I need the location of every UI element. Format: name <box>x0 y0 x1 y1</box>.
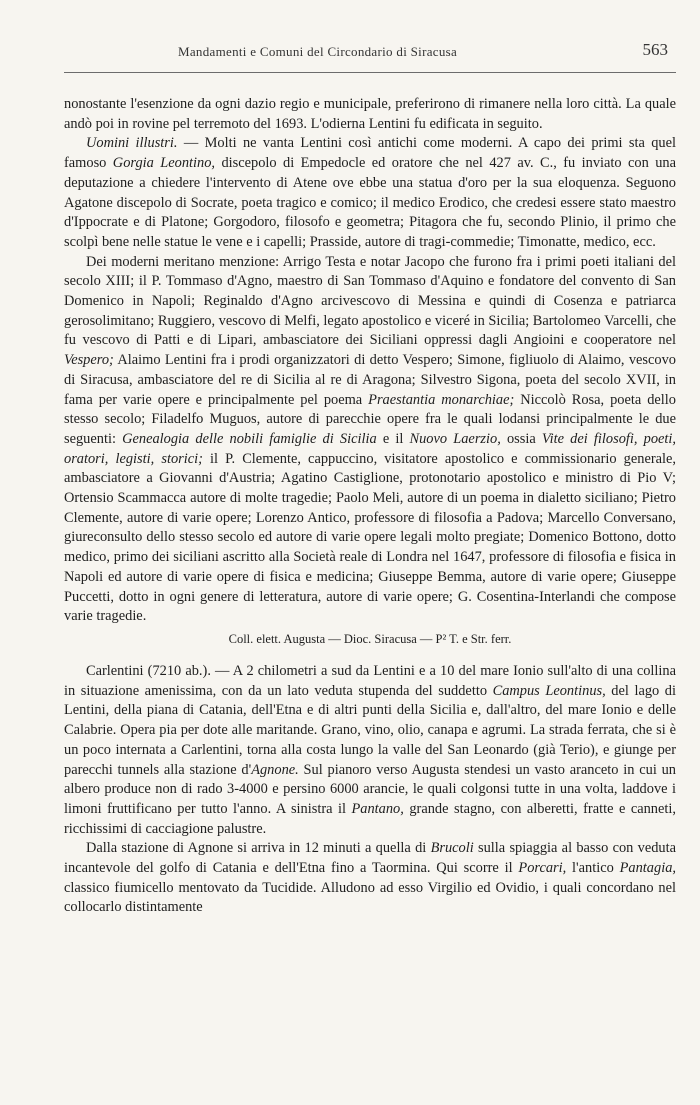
section-label: Uomini illustri. <box>86 135 178 152</box>
paragraph-continuation: nonostante l'esenzione da ogni dazio regio e municipale, preferirono di rimanere nella loro città. La quale andò poi in rovine pel terremoto del 1693. L'odierna Lentini fu edificata in seguito. <box>64 96 676 132</box>
page-body <box>64 95 676 918</box>
running-header <box>0 40 700 64</box>
paragraph-agnone-brucoli: Dalla stazione di Agnone si arriva in 12 minuti a quella di Brucoli sulla spiaggia al basso con veduta incantevole del golfo di Catania e dell'Etna fino a Taormina. Qui scorre il Porcari, l'antico Pantagia, classico fiumicello mentovato da Tucidide. Alludono ad esso Virgilio ed Ovidio, i quali concordano nel collocarlo distintamente <box>64 840 676 916</box>
paragraph-moderns: Dei moderni meritano menzione: Arrigo Testa e notar Jacopo che furono fra i primi poeti italiani del secolo XIII; il P. Tommaso d'Agno, maestro di San Tommaso d'Aquino e fondatore del convento di San Domenico in Napoli; Reginaldo d'Agno arcivescovo di Messina e quindi di Cosenza e patriarca gerosolimitano; Ruggiero, vescovo di Melfi, legato apostolico e viceré in Sicilia; Bartolomeo Varcelli, che fu vescovo di Patti e di Lipari, ambasciatore dei Siciliani oppressi dagli Angioini e cooperatore nel Vespero; Alaimo Lentini fra i prodi organizzatori di detto Vespero; Simone, figliuolo di Alaimo, vescovo di Siracusa, ambasciatore del re di Sicilia al re di Aragona; Silvestro Sigona, poeta del secolo XVII, in fama per varie opere e principalmente pel poema Praestantia monarchiae; Niccolò Rosa, poeta dello stesso secolo; Filadelfo Muguos, autore di parecchie opere fra le quali lodansi principalmente le due seguenti: Genealogia delle nobili famiglie di Sicilia e il Nuovo Laerzio, ossia Vite dei filosofi, poeti, oratori, legisti, storici; il P. Clemente, cappuccino, visitatore apostolico e commissionario generale, ambasciatore a Giovanni d'Austria; Agatino Castiglione, protonotario apostolico e ministro di Pio V; Ortensio Scammacca autore di molte tragedie; Paolo Meli, autore di un poema in dialetto siciliano; Pietro Clemente, autore di varie opere; Lorenzo Antico, professore di filosofia a Padova; Marcello Conversano, giureconsulto dello stesso secolo ed autore di varie opere legali molto pregiate; Domenico Bottono, dotto medico, primo dei siciliani ascritto alla Società reale di Londra nel 1647, professore di filosofia e fisica in Napoli ed autore di varie opere di fisica e medicina; Giuseppe Bemma, autore di varie opere; Giuseppe Puccetti, dotto in ogni genere di letteratura, autore di varie opere; G. Cosentina-Interlandi che compose varie tragedie. <box>64 253 677 625</box>
page-number: 563 <box>642 40 668 59</box>
running-title: Mandamenti e Comuni del Circondario di Siracusa <box>178 44 458 59</box>
paragraph-carlentini: Carlentini (7210 ab.). — A 2 chilometri a sud da Lentini e a 10 del mare Ionio sull'alto di una collina in situazione amenissima, con da un lato veduta stupenda del suddetto Campus Leontinus, del lago di Lentini, della piana di Catania, dell'Etna e di altri punti della Sicilia e, dall'altro, del mare Ionio e delle Calabrie. Opera pia per dote alle maritande. Grano, vino, olio, canapa e agrumi. La strada ferrata, che si è un poco internata a Carlentini, torna alla costa lungo la valle del San Leonardo (già Terio), e giunge per parecchi tunnels alla stazione d'Agnone. Sul pianoro verso Augusta stendesi un vasto aranceto in cui un albero produce non di rado 3-4000 e persino 6000 arancie, le quali colgonsi tutte in una volta, laddove i limoni fruttificano per tutto l'anno. A sinistra il Pantano, grande stagno, con alberetti, fratte e canneti, ricchissimi di cacciagione palustre. <box>64 662 676 837</box>
paragraph-illustrious-men: Uomini illustri. — Molti ne vanta Lentini così antichi come moderni. A capo dei primi sta quel famoso Gorgia Leontino, discepolo di Empedocle ed oratore che nel 427 av. C., fu inviato con una deputazione a chiedere l'intervento di Atene ove ebbe una statua d'oro per la sua eloquenza. Seguono Agatone discepolo di Socrate, poeta tragico e comico; il medico Erodico, che credesi essere stato maestro d'Ippocrate e di Platone; Gorgodoro, filosofo e geometra; Pitagora che fu, secondo Plinio, il primo che scolpì bene nelle statue le vene e i capelli; Prasside, autore di tragi-commedie; Timonatte, medico, ecc. <box>64 135 677 250</box>
header-rule <box>64 72 676 73</box>
administrative-note: Coll. elett. Augusta — Dioc. Siracusa — P² T. e Str. ferr. <box>228 631 512 646</box>
